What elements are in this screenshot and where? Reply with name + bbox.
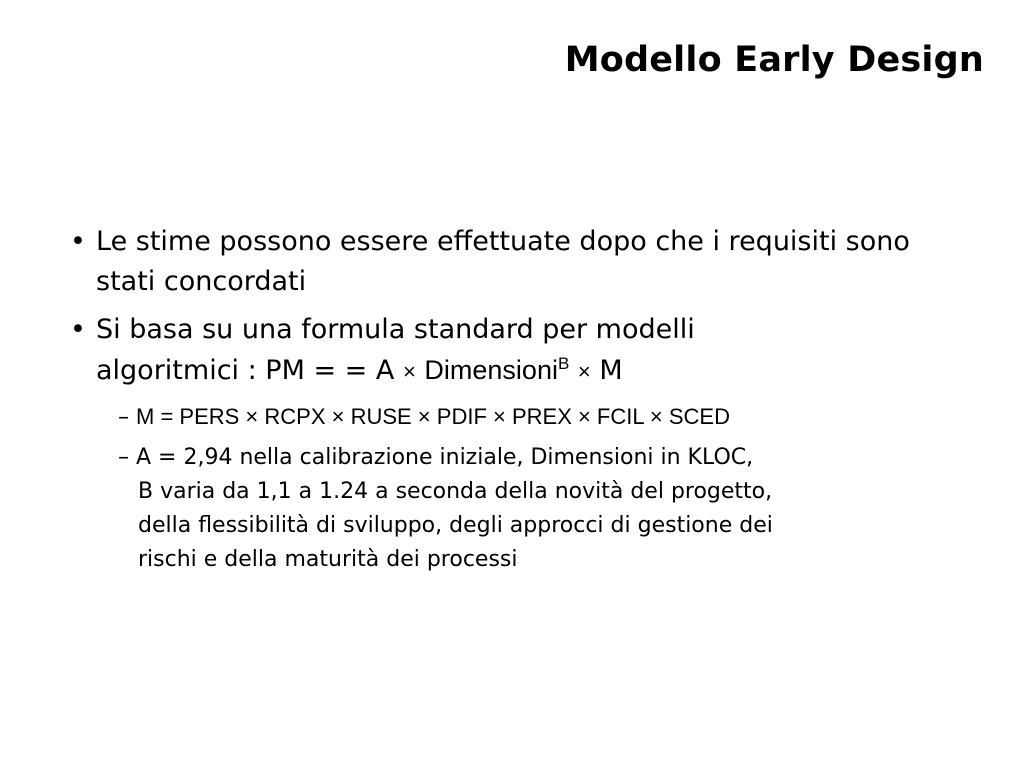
sub-bullet-line-4: rischi e della maturità dei processi bbox=[138, 547, 518, 572]
sub-bullet-line-1: A = 2,94 nella calibrazione iniziale, Dimensioni in KLOC, bbox=[136, 445, 754, 470]
sub-bullet-1 bbox=[118, 400, 970, 435]
formula-dimensioni: Dimensioni bbox=[424, 355, 558, 385]
bullet-line-1: Si basa su una formula standard per modelli bbox=[96, 314, 695, 345]
sub-bullet-dash: – bbox=[118, 445, 129, 470]
formula-exponent: B bbox=[557, 354, 570, 373]
formula-suffix: M bbox=[599, 355, 623, 386]
sub-bullet-text: M = PERS × RCPX × RUSE × PDIF × PREX × FCIL × SCED bbox=[136, 404, 730, 429]
times-symbol: × bbox=[402, 359, 416, 384]
sub-bullet-line-3: della flessibilità di sviluppo, degli approcci di gestione dei bbox=[138, 513, 773, 538]
bullet-item-2 bbox=[70, 310, 970, 392]
bullet-text: Le stime possono essere effettuate dopo che i requisiti sono stati concordati bbox=[96, 226, 910, 297]
slide-content bbox=[70, 222, 970, 581]
sub-bullet-line-2: B varia da 1,1 a 1.24 a seconda della novità del progetto, bbox=[138, 479, 773, 504]
bullet-item-1 bbox=[70, 222, 970, 302]
times-symbol: × bbox=[577, 359, 591, 384]
bullet-line-2-prefix: algoritmici : PM = = A bbox=[96, 355, 395, 386]
slide-title: Modello Early Design bbox=[564, 40, 984, 80]
sub-bullet-dash: – bbox=[118, 405, 129, 430]
sub-bullet-2 bbox=[118, 441, 970, 577]
bullet-dot-icon: • bbox=[70, 226, 86, 257]
bullet-dot-icon: • bbox=[70, 314, 86, 345]
